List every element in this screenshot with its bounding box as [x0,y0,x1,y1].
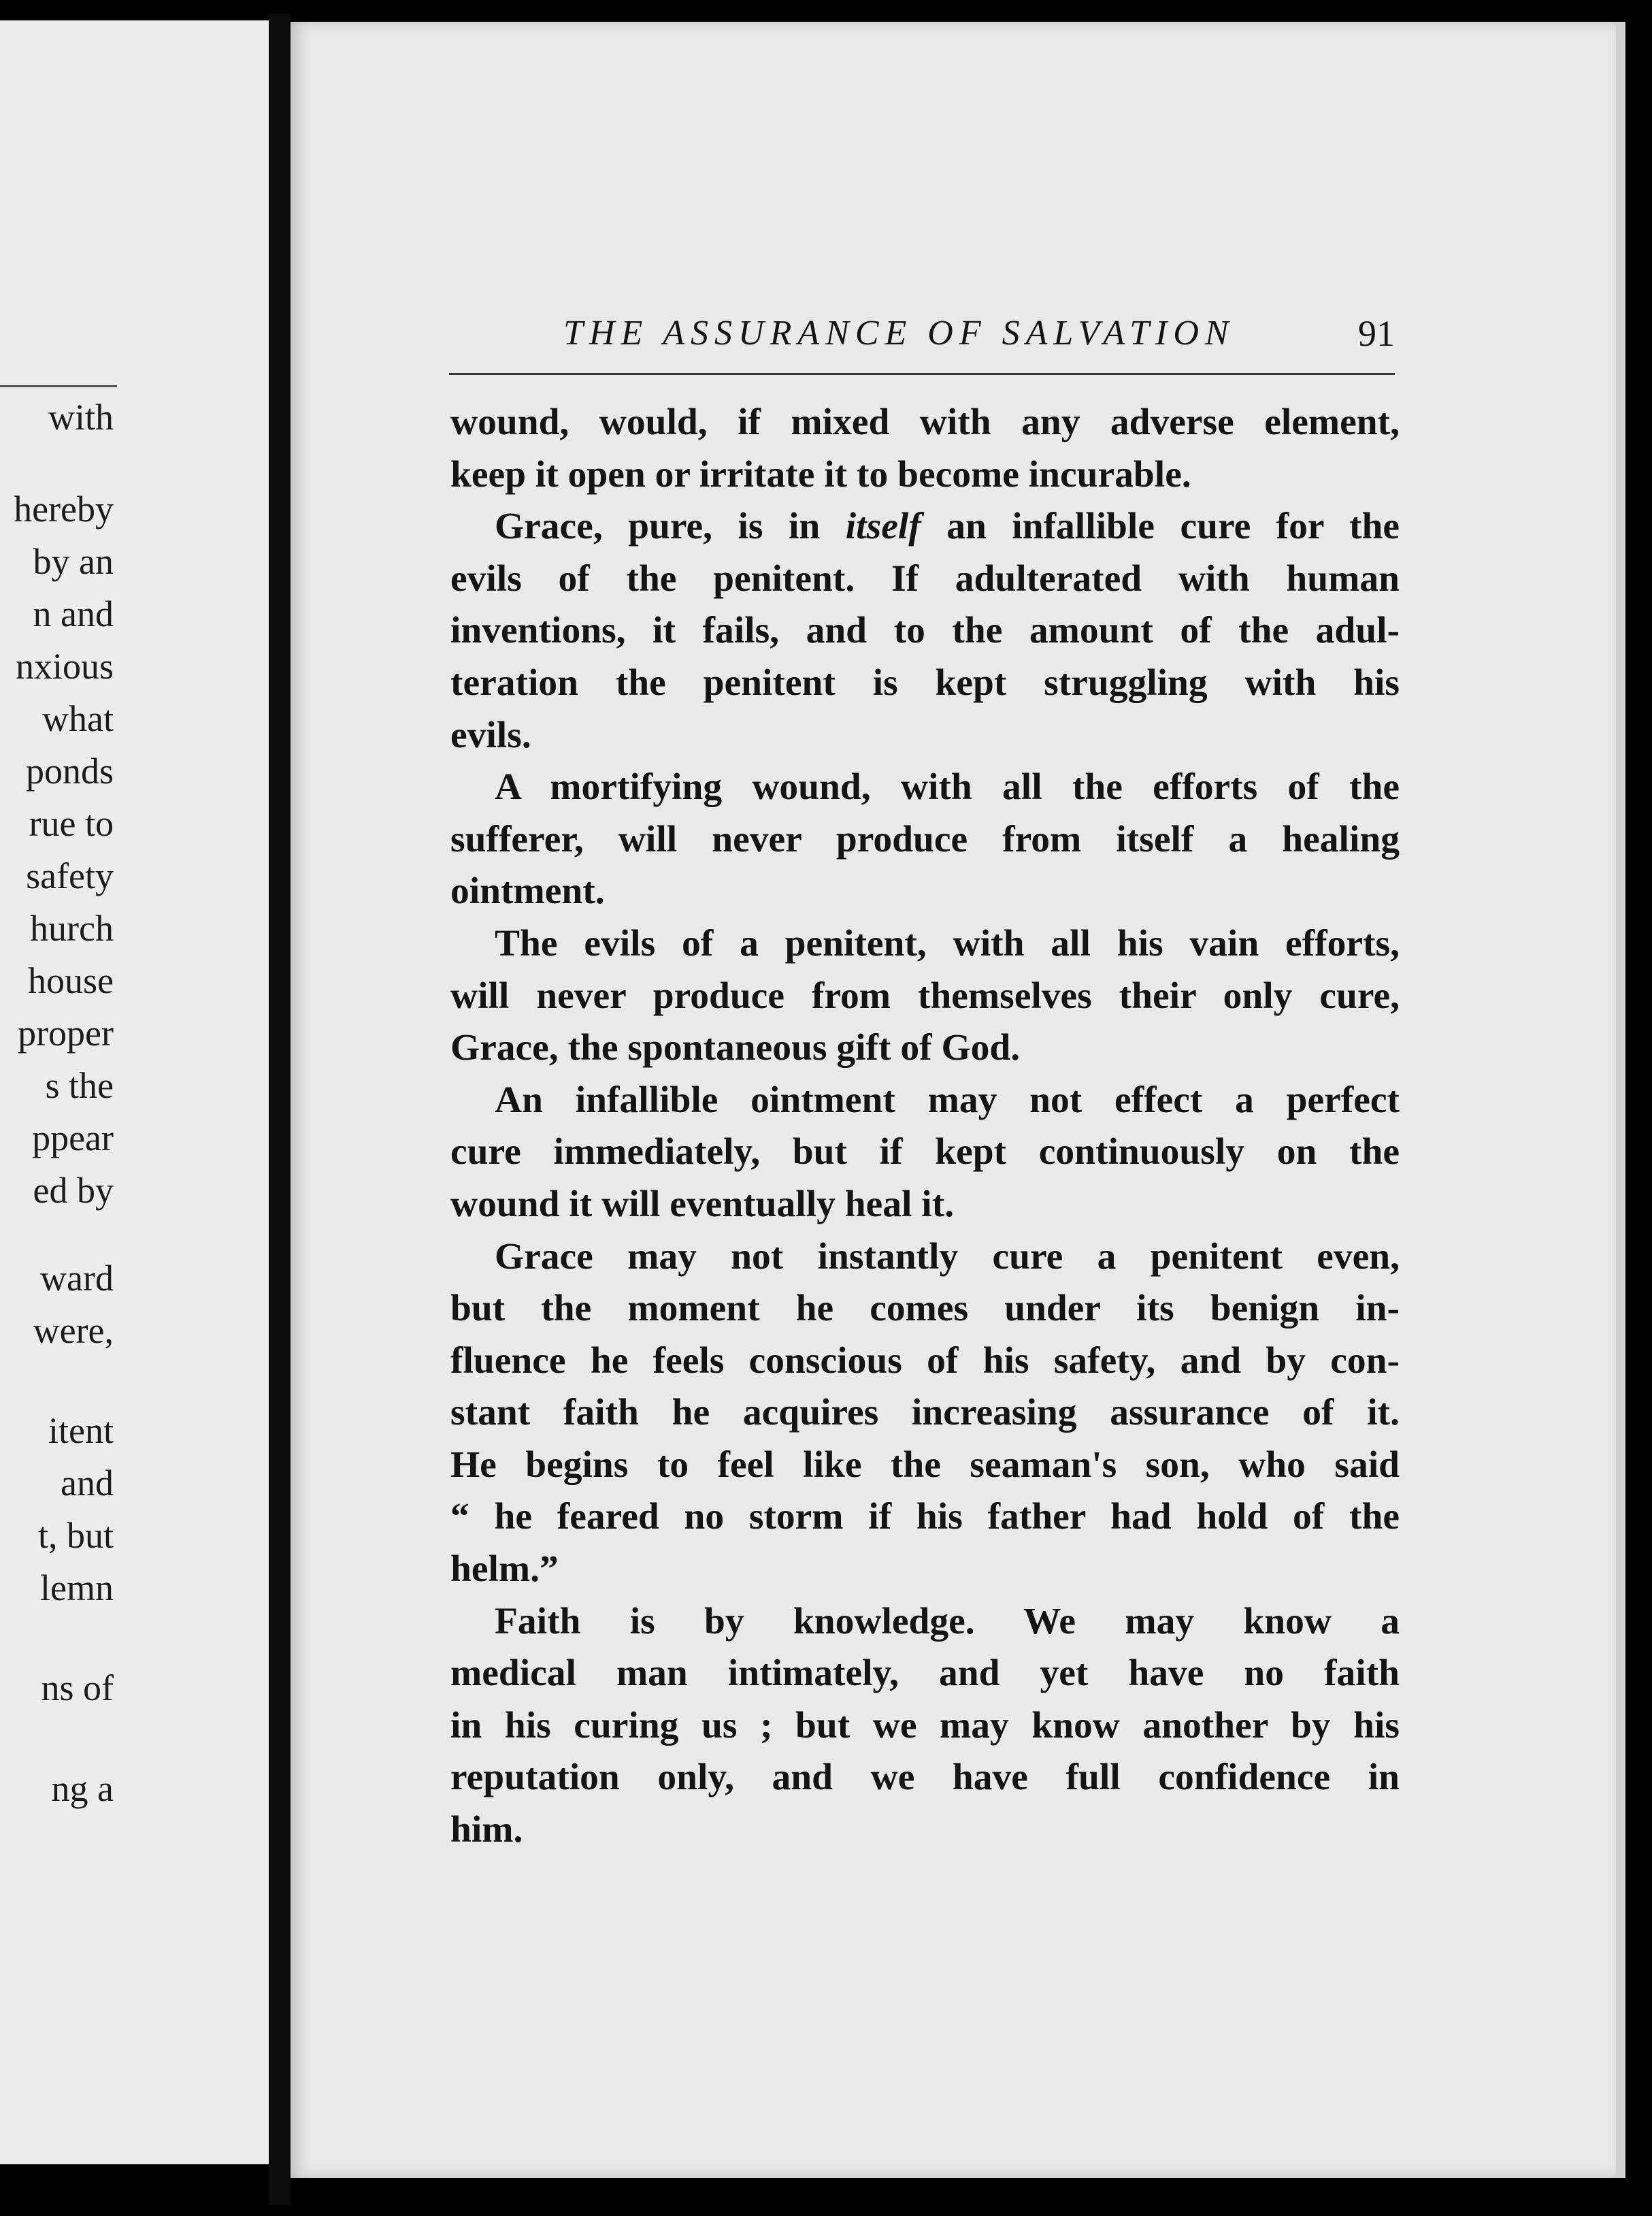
text-line: Grace may not instantly cure a penitent even, [495,1235,1400,1277]
text-line: “ he feared no storm if his father had hold of the [450,1496,1400,1538]
text-line: ointment. [450,870,605,913]
running-head-title: THE ASSURANCE OF SALVATION [563,314,1235,353]
text-line: Grace, the spontaneous gift of God. [450,1027,1021,1069]
left-line-fragment: rue to [29,803,114,844]
text-line: in his curing us ; but we may know another by his [450,1704,1400,1746]
left-line-fragment: with [48,397,114,438]
text-line: The evils of a penitent, with all his vain efforts, [495,922,1400,964]
left-facing-page [0,20,269,2164]
text-line: him. [450,1809,523,1851]
text-line: He begins to feel like the seaman's son, who said [450,1444,1400,1486]
left-page-rule [0,385,117,387]
text-line: but the moment he comes under its benign in- [450,1288,1400,1330]
left-line-fragment: safety [26,856,114,896]
text-line: A mortifying wound, with all the efforts of the [495,766,1400,809]
text-line [450,501,1400,553]
text-line: wound, would, if mixed with any adverse element, [450,402,1400,443]
left-line-fragment: hereby [14,489,114,529]
page-edge [1616,22,1625,2178]
left-line-fragment: ng a [51,1768,114,1809]
text-line: cure immediately, but if kept continuously on the [450,1131,1400,1173]
left-line-fragment: were, [33,1310,114,1351]
left-line-fragment: ward [40,1258,114,1299]
text-line: evils. [450,714,531,756]
header-rule [449,373,1395,375]
text-line: wound it will eventually heal it. [450,1183,955,1225]
text-line: sufferer, will never produce from itself a healing [450,818,1400,860]
running-head [563,310,1395,357]
text-line: medical man intimately, and yet have no faith [450,1652,1400,1695]
left-line-fragment: itent [48,1410,114,1451]
left-line-fragment: what [42,698,114,739]
left-line-fragment: n and [33,593,114,634]
left-line-fragment: s the [45,1065,114,1106]
book-gutter [269,14,291,2205]
left-line-fragment: and [61,1463,114,1503]
left-line-fragment: ppear [32,1118,114,1158]
left-line-fragment: by an [33,541,114,582]
text-line-rest: an infallible cure for the [921,506,1400,548]
text-line: helm.” [450,1548,559,1591]
text-line: reputation only, and we have full confidence in [450,1757,1400,1799]
body-text [450,397,1400,1857]
left-line-fragment: ns of [41,1667,114,1708]
text-line: keep it open or irritate it to become incurable. [450,453,1191,495]
text-line: An infallible ointment may not effect a perfect [495,1079,1400,1121]
text-line: will never produce from themselves their only cure, [450,975,1400,1017]
text-line: fluence he feels conscious of his safety, and by con- [450,1339,1400,1382]
left-line-fragment: hurch [30,908,114,949]
text-line: evils of the penitent. If adulterated with human [450,557,1400,600]
left-line-fragment: nxious [15,646,114,687]
italic-word: itself [845,506,921,548]
left-line-fragment: house [28,960,114,1001]
text-line: inventions, it fails, and to the amount of the adul- [450,610,1400,652]
left-line-fragment: ponds [25,751,114,792]
text-line: Faith is by knowledge. We may know a [495,1600,1400,1642]
text-line-start: Grace, pure, is in [495,506,846,548]
left-line-fragment: ed by [33,1170,114,1211]
text-line: teration the penitent is kept struggling with his [450,662,1400,704]
left-line-fragment: proper [18,1013,114,1054]
left-line-fragment: lemn [40,1567,114,1608]
page-number: 91 [1358,313,1395,354]
left-line-fragment: t, but [37,1515,114,1556]
text-line: stant faith he acquires increasing assurance of it. [450,1392,1400,1434]
